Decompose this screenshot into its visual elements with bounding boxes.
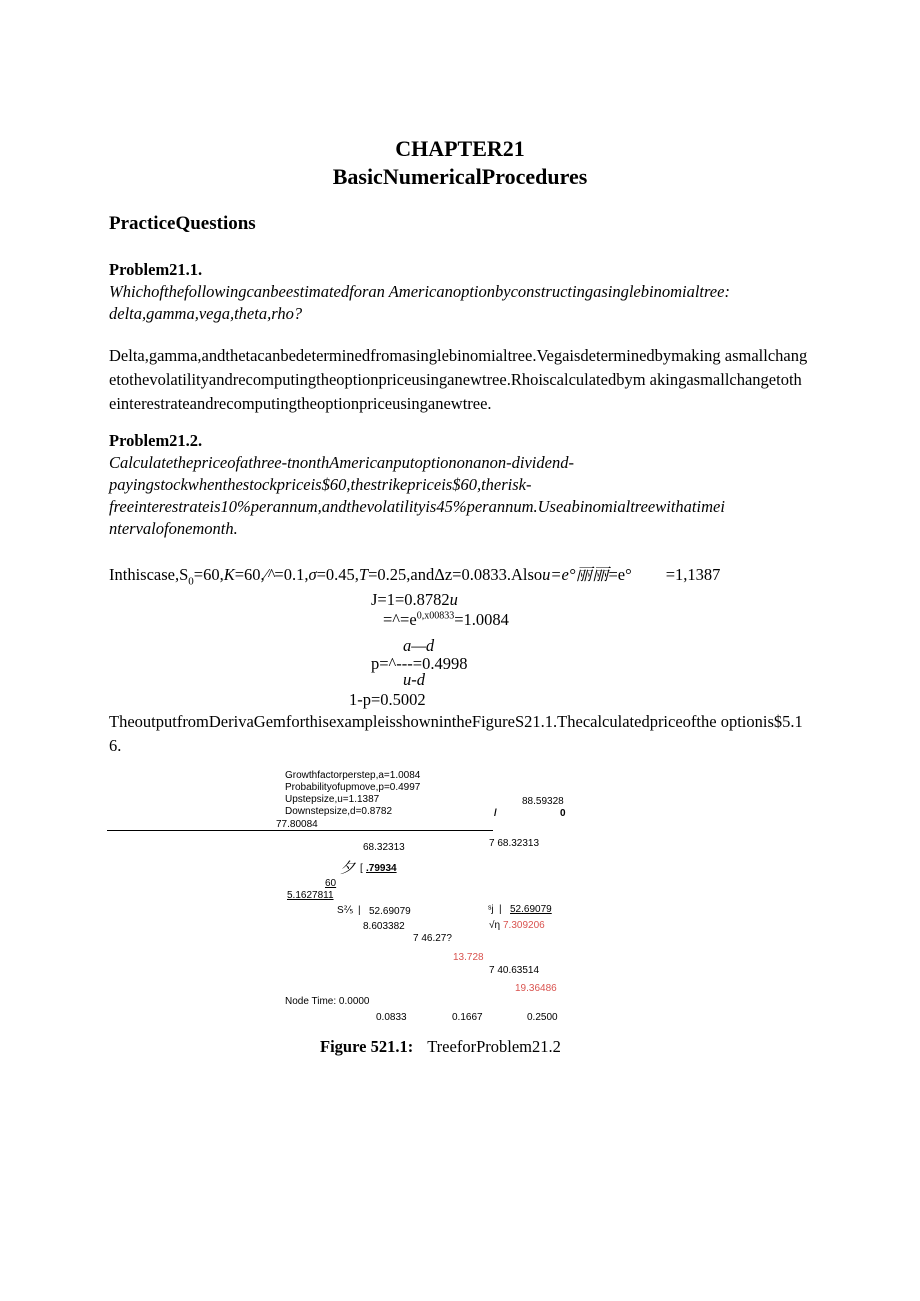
chapter-title: BasicNumericalProcedures <box>332 164 588 189</box>
tree-param-down: Downstepsize,d=0.8782 <box>285 806 393 817</box>
tree-node-value: 77.80084 <box>276 819 318 830</box>
tree-branch-mark: / <box>494 808 497 819</box>
tree-node-value: 52.69079 <box>369 906 411 917</box>
equation-1-minus-p: 1-p=0.5002 <box>349 690 426 709</box>
equation-p: p=^---=0.4998 <box>371 654 468 673</box>
problem-1-label: Problem21.1. <box>109 260 203 279</box>
tree-node-value: 68.32313 <box>363 842 405 853</box>
calc-intro-line: $Inthiscase,S_0=60,K=60,⁄\^{}=0.1,\sigma=0.45,T=0.25,and\Delta z=0.0833.Alsou=e^\circ$丽丽=e° =1,1387 <box>109 565 721 588</box>
tree-time-step: 0.2500 <box>527 1012 558 1023</box>
figure-caption <box>320 1037 561 1057</box>
tree-node-mark: √η <box>489 920 501 931</box>
tree-node-value: 7 40.63514 <box>489 965 540 976</box>
tree-rule <box>107 830 493 831</box>
tree-node-option-value: 19.36486 <box>515 983 557 994</box>
tree-bar: | <box>499 904 502 915</box>
tree-bar: | <box>358 905 361 916</box>
tree-param-up: Upstepsize,u=1.1387 <box>285 794 380 805</box>
tree-node-option-value: .79934 <box>366 863 397 874</box>
tree-time-step: 0.0833 <box>376 1012 407 1023</box>
tree-node-option-value: 8.603382 <box>363 921 405 932</box>
problem-2-conclusion: TheoutputfromDerivaGemforthisexampleisshownintheFigureS21.1.Thecalculatedpriceofthe optionis$5.16. <box>109 712 803 755</box>
tree-node-mark: ˢj <box>488 904 494 915</box>
tree-time-step: 0.1667 <box>452 1012 483 1023</box>
problem-2-question-line: Calculatethepriceofathree-tnonthAmericanputoptiononanon-dividend- <box>109 453 574 472</box>
tree-node-mark: S⅖ <box>337 905 354 916</box>
tree-node-time-label: Node Time: 0.0000 <box>285 996 370 1007</box>
equation-p-denominator: u-d <box>403 670 425 689</box>
tree-node-option-value: 7.309206 <box>503 920 545 931</box>
equation-d: J=1=0.8782u <box>371 590 458 609</box>
tree-param-growth: Growthfactorperstep,a=1.0084 <box>285 770 421 781</box>
problem-2-label: Problem21.2. <box>109 431 203 450</box>
problem-2-question-line: ntervalofonemonth. <box>109 519 238 538</box>
section-heading: PracticeQuestions <box>109 213 256 234</box>
figure-caption-label: Figure 521.1: <box>320 1037 414 1056</box>
problem-1-question-line: delta,gamma,vega,theta,rho? <box>109 304 303 323</box>
tree-node-option-value: 13.728 <box>453 952 484 963</box>
tree-param-probability: Probabilityofupmove,p=0.4997 <box>285 782 421 793</box>
chapter-number: CHAPTER21 <box>395 136 525 161</box>
tree-node-value: 7 68.32313 <box>489 838 540 849</box>
tree-node-value: 52.69079 <box>510 904 552 915</box>
problem-1-answer: Delta,gamma,andthetacanbedeterminedfromasinglebinomialtree.Vegaisdeterminedbymaking asmallchangetothevolatilityandrecomputingtheoptionpriceusinganewtree.Rhoiscalculatedbym akingasmallchangetotheinterestrateandrecomputingtheoptionpriceusinganewtree. <box>109 346 808 413</box>
tree-node-value: 88.59328 <box>522 796 564 807</box>
tree-root-stock-price: 60 <box>325 878 337 889</box>
tree-node-option-value: 0 <box>560 808 566 819</box>
tree-glyph: 夕 <box>340 861 356 877</box>
equation-p-numerator: a—d <box>403 636 435 655</box>
tree-root-option-price: 5.1627811 <box>287 890 334 901</box>
figure-caption-text: TreeforProblem21.2 <box>427 1037 561 1056</box>
problem-2-question-line: freeinterestrateis10%perannum,andthevolatilityis45%perannum.Useabinomialtreewithatimei <box>109 497 725 516</box>
problem-2-question-line: payingstockwhenthestockpriceis$60,thestrikepriceis$60,therisk- <box>109 475 532 494</box>
equation-a: $=\^{}=e^{0,x00833}=1.0084$ <box>383 610 509 629</box>
problem-1-question-line: Whichofthefollowingcanbeestimatedforan Americanoptionbyconstructingasinglebinomialtree: <box>109 282 730 301</box>
tree-bracket: [ <box>360 863 363 874</box>
tree-node-value: 7 46.27? <box>413 933 452 944</box>
